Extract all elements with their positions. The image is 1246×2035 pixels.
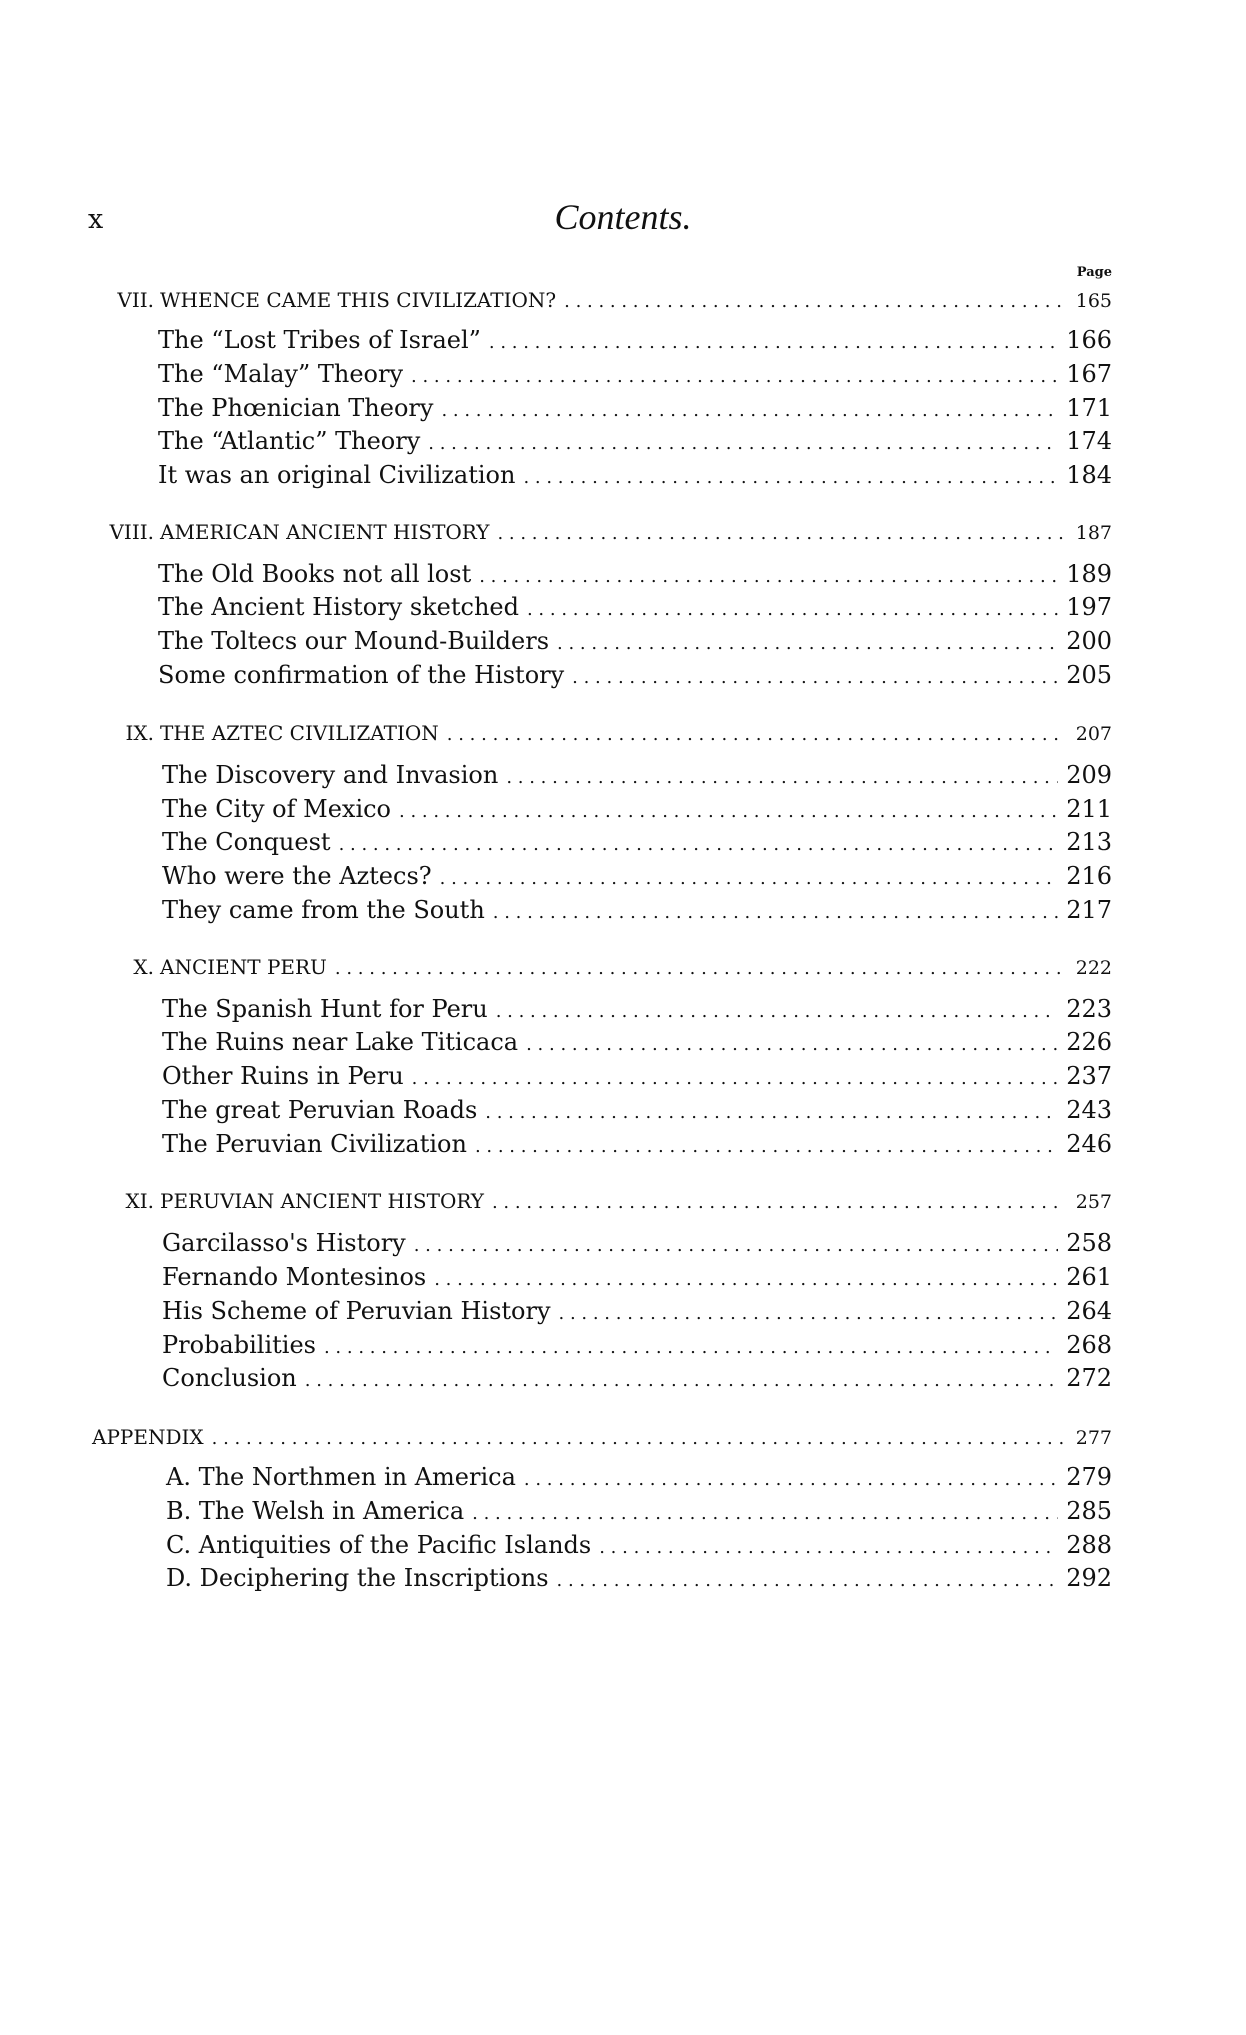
dot-leader [564, 285, 1064, 319]
entry-page: 237 [1066, 1062, 1112, 1090]
toc-entry [158, 557, 1112, 591]
entry-page: 279 [1066, 1463, 1112, 1491]
toc-entry [162, 1025, 1112, 1059]
entry-page: 197 [1066, 593, 1112, 621]
entry-title: The great Peruvian Roads [162, 1096, 478, 1124]
chapter-page: 207 [1075, 723, 1112, 745]
entry-page: 264 [1066, 1297, 1112, 1325]
toc-entry [166, 1561, 1112, 1595]
toc-entry [166, 1528, 1112, 1562]
toc-entry [162, 1328, 1112, 1362]
dot-leader [527, 593, 1058, 627]
entry-title: The Peruvian Civilization [162, 1130, 467, 1158]
chapter-title: AMERICAN ANCIENT HISTORY [160, 520, 490, 544]
entry-title: A. The Northmen in America [166, 1463, 516, 1491]
toc-entry [158, 391, 1112, 425]
toc-entry [162, 1127, 1112, 1161]
chapter-number: VIII. [109, 520, 154, 544]
entry-title: It was an original Civilization [158, 461, 516, 489]
entry-page: 209 [1066, 761, 1112, 789]
dot-leader [485, 1096, 1058, 1130]
dot-leader [412, 1062, 1059, 1096]
entry-page: 211 [1066, 795, 1112, 823]
entry-title: The Old Books not all lost [158, 560, 472, 588]
entry-page: 285 [1066, 1497, 1112, 1525]
toc-entry [166, 1460, 1112, 1494]
toc-entry [162, 992, 1112, 1026]
chapter-row [90, 283, 1112, 317]
entry-title: Some confirmation of the History [158, 661, 565, 689]
toc-entry [158, 424, 1112, 458]
page-column-label: Page [1076, 265, 1112, 280]
entry-page: 261 [1066, 1263, 1112, 1291]
entry-page: 184 [1066, 461, 1112, 489]
chapter-number: VII. [117, 288, 154, 312]
chapter-title: PERUVIAN ANCIENT HISTORY [160, 1189, 484, 1213]
entry-title: The “Atlantic” Theory [158, 427, 421, 455]
entry-page: 216 [1066, 862, 1112, 890]
dot-leader [479, 560, 1058, 594]
dot-leader [475, 1130, 1058, 1164]
dot-leader [599, 1531, 1058, 1565]
toc-entry [158, 624, 1112, 658]
dot-leader [496, 995, 1058, 1029]
page-folio: x [88, 204, 104, 235]
dot-leader [428, 427, 1058, 461]
dot-leader [557, 627, 1058, 661]
chapter-title: APPENDIX [92, 1425, 204, 1449]
entry-title: Who were the Aztecs? [162, 862, 432, 890]
dot-leader [557, 1564, 1059, 1598]
chapter-title: ANCIENT PERU [160, 955, 327, 979]
dot-leader [339, 828, 1059, 862]
chapter-page: 257 [1075, 1191, 1112, 1213]
dot-leader [524, 1463, 1058, 1497]
dot-leader [335, 952, 1064, 986]
entry-title: B. The Welsh in America [166, 1497, 465, 1525]
chapter-row [90, 950, 1112, 984]
dot-leader [447, 718, 1064, 752]
dot-leader [441, 394, 1058, 428]
entry-title: The Discovery and Invasion [162, 761, 499, 789]
toc-entry [158, 357, 1112, 391]
entry-title: They came from the South [162, 896, 485, 924]
chapter-number: X. [133, 955, 154, 979]
chapter-number: XI. [125, 1189, 154, 1213]
dot-leader [440, 862, 1059, 896]
toc-entry [162, 792, 1112, 826]
toc-entry [162, 1361, 1112, 1395]
dot-leader [559, 1297, 1059, 1331]
toc-entry [162, 893, 1112, 927]
toc-entry [162, 1059, 1112, 1093]
chapter-title: WHENCE CAME THIS CIVILIZATION? [160, 288, 557, 312]
toc-entry [158, 458, 1112, 492]
entry-page: 272 [1066, 1364, 1112, 1392]
entry-page: 213 [1066, 828, 1112, 856]
toc-entry [162, 758, 1112, 792]
entry-title: C. Antiquities of the Pacific Islands [166, 1531, 592, 1559]
dot-leader [489, 326, 1058, 360]
dot-leader [523, 461, 1058, 495]
entry-title: Other Ruins in Peru [162, 1062, 404, 1090]
dot-leader [472, 1497, 1058, 1531]
dot-leader [411, 360, 1058, 394]
chapter-row [90, 515, 1112, 549]
entry-title: Fernando Montesinos [162, 1263, 427, 1291]
chapter-page: 277 [1075, 1427, 1112, 1449]
chapter-row [92, 1420, 1112, 1454]
chapter-row [90, 1184, 1112, 1218]
entry-title: The Ruins near Lake Titicaca [162, 1028, 519, 1056]
entry-page: 174 [1066, 427, 1112, 455]
entry-title: Probabilities [162, 1331, 316, 1359]
toc-entry [162, 825, 1112, 859]
entry-title: The Ancient History sketched [158, 593, 519, 621]
toc-entry [158, 590, 1112, 624]
toc-entry [162, 1260, 1112, 1294]
toc-entry [166, 1494, 1112, 1528]
entry-page: 292 [1066, 1564, 1112, 1592]
entry-page: 200 [1066, 627, 1112, 655]
entry-page: 288 [1066, 1531, 1112, 1559]
entry-page: 171 [1066, 394, 1112, 422]
page-title: Contents. [554, 197, 692, 237]
entry-page: 217 [1066, 896, 1112, 924]
entry-page: 226 [1066, 1028, 1112, 1056]
dot-leader [434, 1263, 1058, 1297]
entry-page: 243 [1066, 1096, 1112, 1124]
entry-title: The Spanish Hunt for Peru [162, 995, 488, 1023]
entry-page: 166 [1066, 326, 1112, 354]
entry-title: The “Lost Tribes of Israel” [158, 326, 481, 354]
entry-page: 189 [1066, 560, 1112, 588]
entry-page: 246 [1066, 1130, 1112, 1158]
chapter-number: IX. [125, 721, 154, 745]
dot-leader [324, 1331, 1058, 1365]
toc-entry [162, 859, 1112, 893]
chapter-page: 165 [1075, 290, 1112, 312]
entry-title: The Phœnician Theory [158, 394, 434, 422]
entry-page: 205 [1066, 661, 1112, 689]
toc-entry [158, 323, 1112, 357]
entry-page: 258 [1066, 1229, 1112, 1257]
entry-title: The City of Mexico [162, 795, 392, 823]
entry-title: The Toltecs our Mound-Builders [158, 627, 550, 655]
dot-leader [526, 1028, 1058, 1062]
chapter-page: 222 [1075, 957, 1112, 979]
dot-leader [399, 795, 1058, 829]
entry-title: D. Deciphering the Inscriptions [166, 1564, 549, 1592]
chapter-page: 187 [1075, 522, 1112, 544]
toc-entry [162, 1294, 1112, 1328]
dot-leader [305, 1364, 1058, 1398]
dot-leader [506, 761, 1058, 795]
dot-leader [212, 1422, 1064, 1456]
toc-entry [162, 1226, 1112, 1260]
dot-leader [414, 1229, 1058, 1263]
dot-leader [493, 896, 1058, 930]
entry-page: 223 [1066, 995, 1112, 1023]
entry-page: 167 [1066, 360, 1112, 388]
entry-title: The “Malay” Theory [158, 360, 404, 388]
dot-leader [497, 517, 1064, 551]
entry-title: Conclusion [162, 1364, 297, 1392]
toc-entry [158, 658, 1112, 692]
chapter-title: THE AZTEC CIVILIZATION [160, 721, 439, 745]
entry-title: Garcilasso's History [162, 1229, 406, 1257]
chapter-row [90, 716, 1112, 750]
dot-leader [572, 661, 1058, 695]
toc-entry [162, 1093, 1112, 1127]
dot-leader [492, 1186, 1064, 1220]
entry-title: His Scheme of Peruvian History [162, 1297, 551, 1325]
entry-title: The Conquest [162, 828, 331, 856]
entry-page: 268 [1066, 1331, 1112, 1359]
